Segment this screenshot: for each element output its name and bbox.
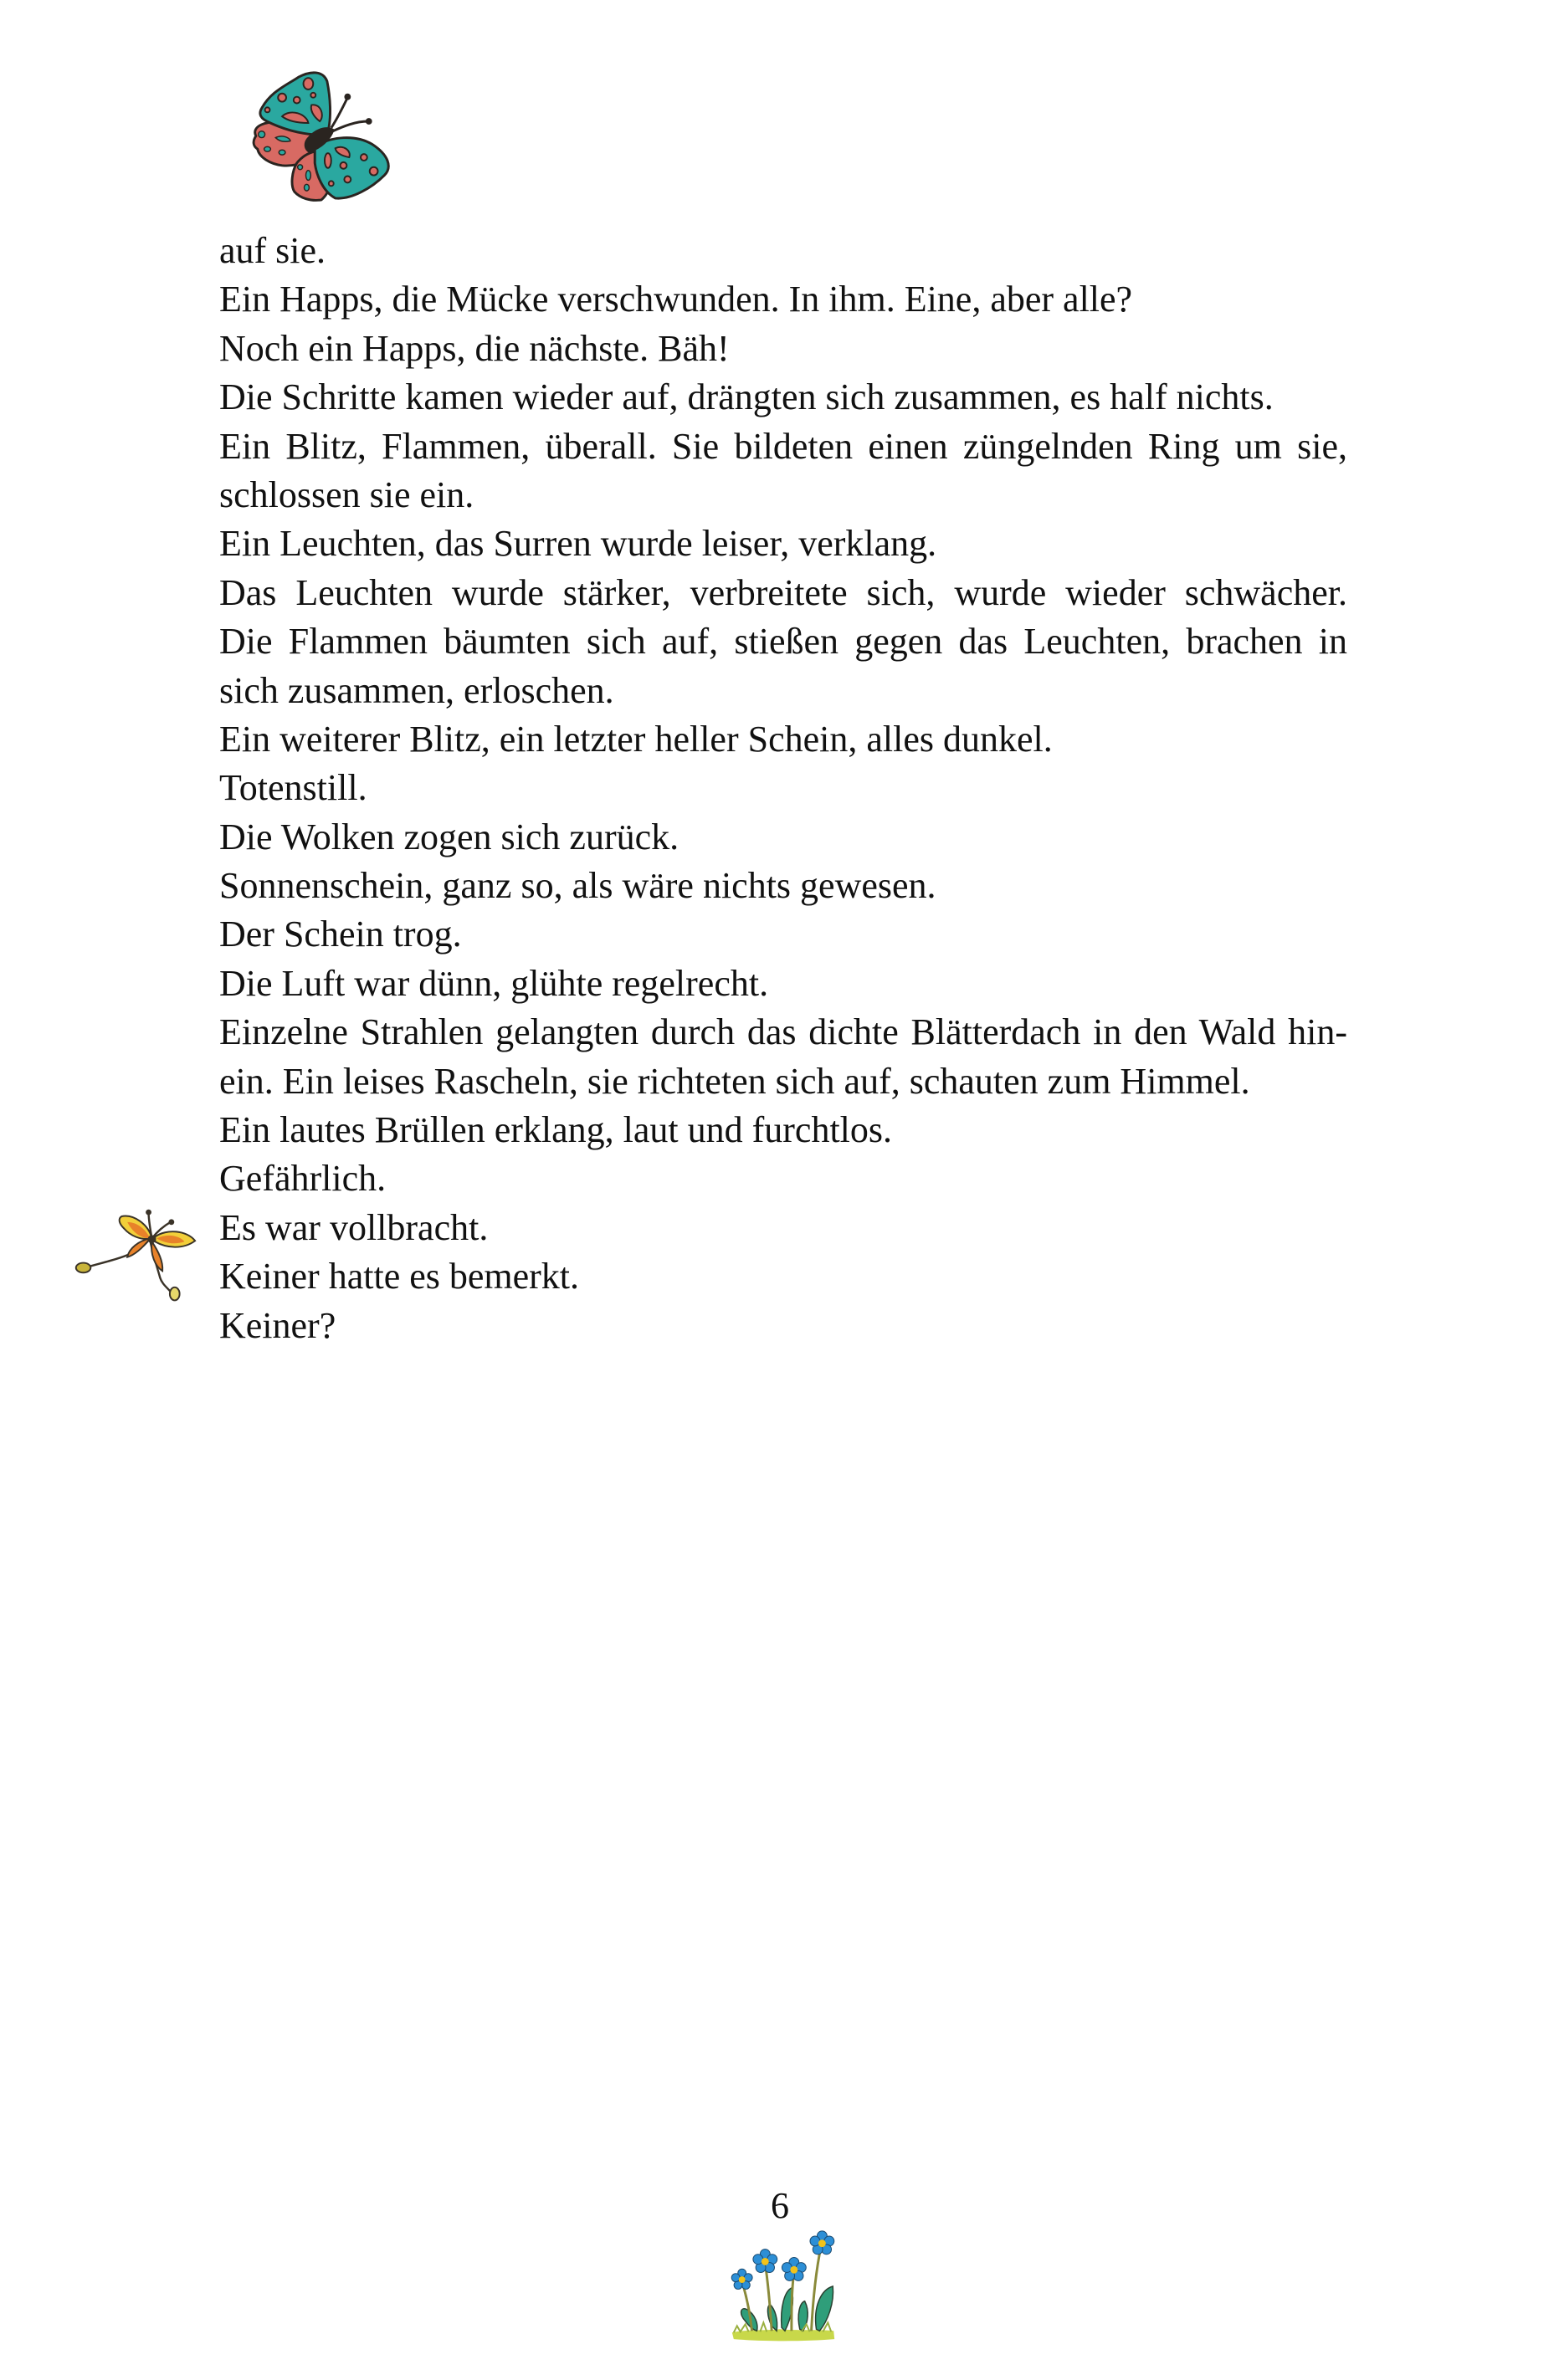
flower-sprig-icon [69,1195,199,1303]
text-line: Ein Blitz, Flammen, überall. Sie bildeten einen züngelnden Ring um sie, [219,425,1347,467]
text-line: Einzelne Strahlen gelangten durch das dichte Blätterdach in den Wald hin- [219,1011,1347,1053]
text-line: Ein Happs, die Mücke verschwunden. In ihm. Eine, aber alle? [219,279,1133,320]
text-line: Keiner hatte es bemerkt. [219,1256,580,1297]
text-line: Ein weiterer Blitz, ein letzter heller Schein, alles dunkel. [219,718,1053,760]
text-line: Keiner? [219,1304,336,1346]
text-line: Das Leuchten wurde stärker, verbreitete sich, wurde wieder schwächer. [219,571,1347,613]
text-line: Die Flammen bäumten sich auf, stießen gegen das Leuchten, brachen in [219,621,1347,663]
text-line: Es war vollbracht. [219,1206,489,1248]
butterfly-icon [249,69,397,212]
text-line: Noch ein Happs, die nächste. Bäh! [219,327,730,369]
text-line: Sonnenschein, ganz so, als wäre nichts gewesen. [219,865,936,907]
text-line: Gefährlich. [219,1158,387,1200]
text-line: schlossen sie ein. [219,473,474,515]
text-line: Der Schein trog. [219,914,462,955]
text-line: Die Wolken zogen sich zurück. [219,816,679,857]
text-line: Totenstill. [219,767,367,809]
text-line: Ein lautes Brüllen erklang, laut und furchtlos. [219,1109,893,1151]
text-line: Die Schritte kamen wieder auf, drängten sich zusammen, es half nichts. [219,376,1274,418]
text-line: ein. Ein leises Rascheln, sie richteten sich auf, schauten zum Himmel. [219,1060,1250,1102]
page-number: 6 [771,2185,789,2226]
text-line: sich zusammen, erloschen. [219,669,614,711]
blue-flowers-icon [730,2224,838,2347]
story-text [219,227,1347,1350]
text-line: Ein Leuchten, das Surren wurde leiser, verklang. [219,523,937,565]
text-line: auf sie. [219,230,326,271]
text-line: Die Luft war dünn, glühte regelrecht. [219,962,769,1004]
